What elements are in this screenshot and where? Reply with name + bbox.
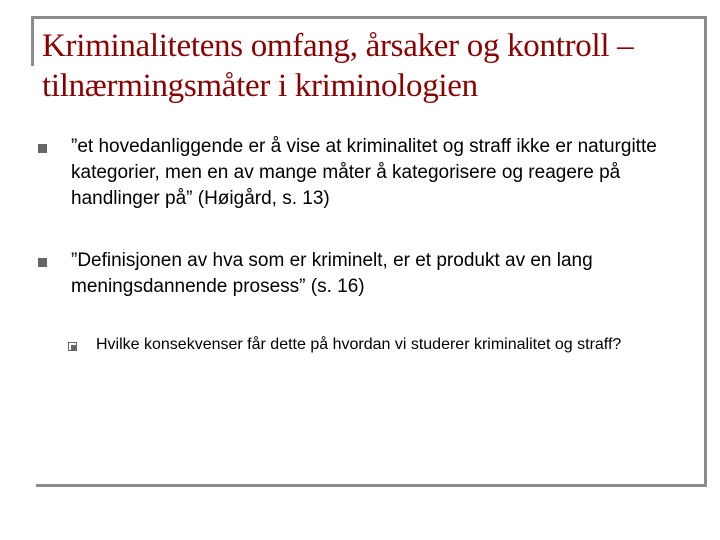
filled-square-bullet-icon: [38, 144, 47, 153]
filled-square-bullet-icon: [38, 258, 47, 267]
frame-bottom-line: [36, 484, 707, 487]
sub-bullet-text-1: Hvilke konsekvenser får dette på hvordan vi studerer kriminalitet og straff?: [96, 336, 622, 353]
bullet-text-1: ”et hovedanliggende er å vise at kriminalitet og straff ikke er naturgitte kategorier, men en av mange måter å kategorisere og reagere på handlinger på” (Høigård, s. 13): [71, 136, 657, 209]
bullet-text-2: ”Definisjonen av hva som er kriminelt, er et produkt av en lang meningsdannende prosess” (s. 16): [71, 250, 593, 297]
frame-top-line: [31, 16, 707, 19]
boxed-square-bullet-icon: [68, 342, 77, 351]
frame-right-line: [704, 16, 707, 486]
frame-left-line: [31, 16, 34, 66]
slide-title: Kriminalitetens omfang, årsaker og kontroll – tilnærmingsmåter i kriminologien: [42, 28, 634, 104]
